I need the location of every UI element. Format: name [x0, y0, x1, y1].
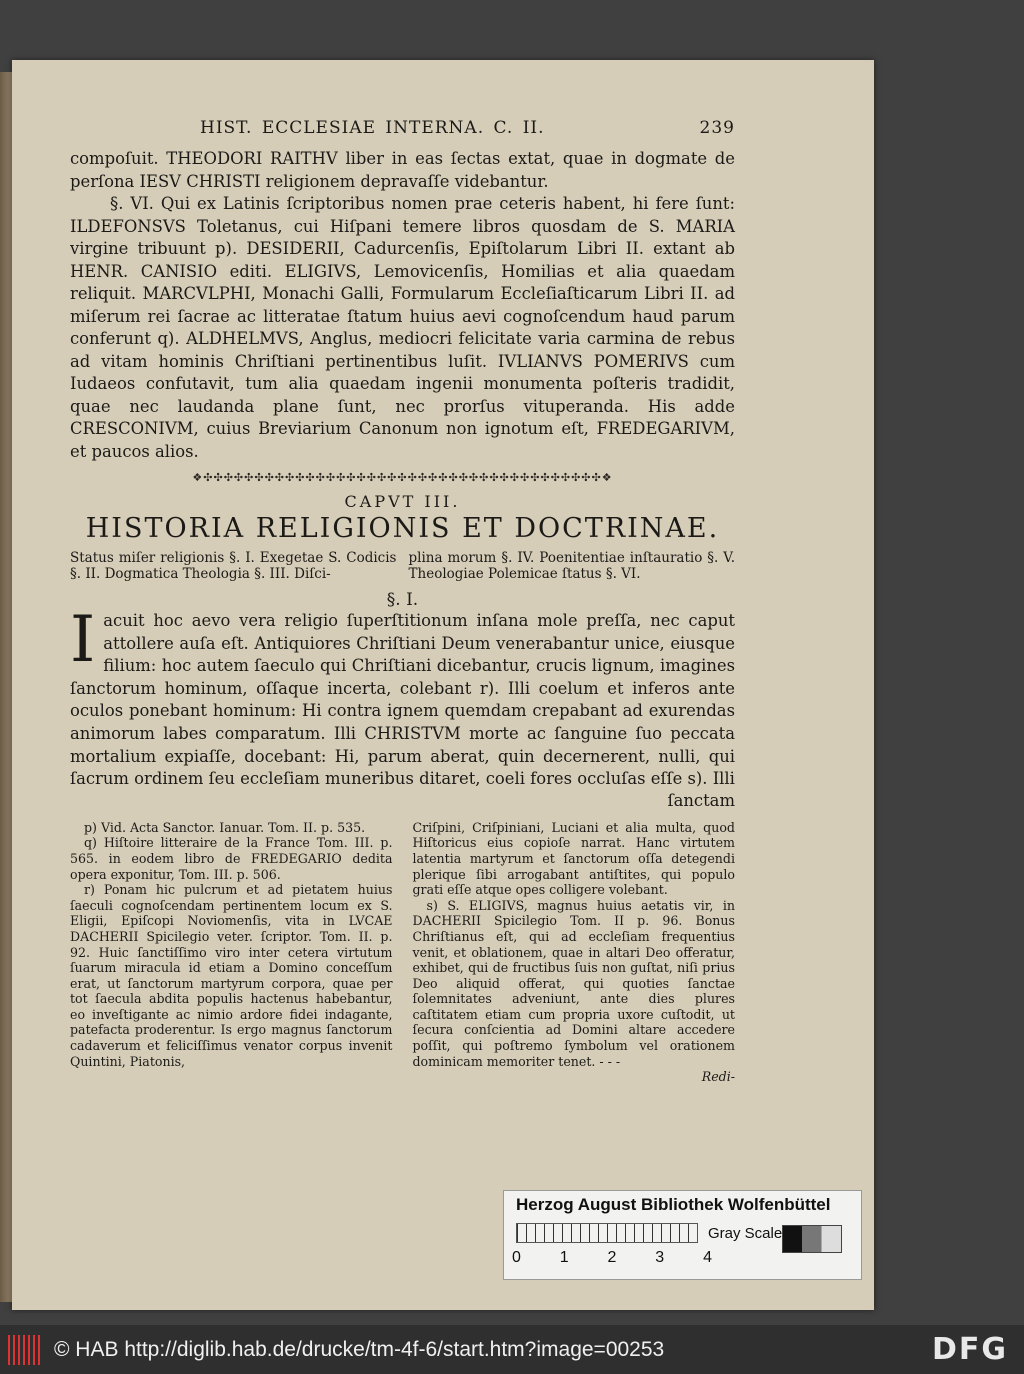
library-name: Herzog August Bibliothek Wolfenbüttel — [516, 1195, 831, 1214]
body-paragraph-2: §. VI. Qui ex Latinis ſcriptoribus nomen prae ceteris habent, hi fere ſunt: ILDEFONSVS Toletanus, cui Hiſpani temere libros quosdam de S. MARIA virgine tribuunt p). DESIDERII, Cadurcenſis, Epiſtolarum Libri II. extant ab HENR. CANISIO editi. ELIGIVS, Lemovicenſis, Homilias et alia quaedam reliquit. MARCVLPHI, Monachi Galli, Formularum Eccleſiaſticarum Libri II. ad miſerum rei ſacrae ac litteratae ſtatum huius aevi cognoſcendum haud parum conferunt q). ALDHELMVS, Anglus, mediocri felicitate varia carmina de rebus ad vitam hominis Chriſtiani pertinentibus luſit. IVLIANVS POMERIVS cum Iudaeos confutavit, tum alia quaedam ingenii monumenta poſteris tradidit, quae nec laudanda plane ſunt, nec prorſus vituperanda. His adde CRESCONIVM, cuius Breviarium Canonum non ignotum eſt, FREDEGARIVM, et paucos alios. — [70, 194, 735, 461]
barcode-logo-icon — [8, 1335, 42, 1365]
chapter-number: CAPVT III. — [344, 492, 461, 511]
footnote: p) Vid. Acta Sanctor. Ianuar. Tom. II. p. 535. — [84, 819, 366, 835]
running-head-title: HIST. ECCLESIAE INTERNA. C. II. — [200, 118, 545, 138]
footnote: Criſpini, Criſpiniani, Luciani et alia multa, quod Hiſtoricus eius copioſe narrat. Hanc virtutem latentia martyrum et ſanctorum oſſa detegendi plerique ſibi arrogabant antiſtites, qui populo grati eſſe atque opes colligere volebant. — [412, 819, 735, 898]
ruler-number: 3 — [655, 1249, 665, 1266]
footnotes-right-column — [413, 820, 736, 1085]
ruler-number: 2 — [607, 1249, 617, 1266]
body-paragraph-1: compoſuit. THEODORI RAITHV liber in eas ſectas extat, quae in dogmate de perſona IESV CHRISTI religionem depravaſſe videbantur. — [70, 149, 735, 191]
chapter-synopsis — [70, 550, 735, 582]
footnotes — [70, 820, 735, 1085]
ornament-rule: ❖✣✣✣✣✣✣✣✣✣✣✣✣✣✣✣✣✣✣✣✣✣✣✣✣✣✣✣✣✣✣✣✣✣✣✣✣✣✣✣❖ — [192, 471, 613, 484]
main-paragraph-text: acuit hoc aevo vera religio ſuperſtitionum inſana mole preſſa, nec caput attollere auſa eſt. Antiquiores Chriſtiani Deum venerabantur unice, eiusque filium: hoc autem ſaeculo qui Chriſtiani dicebantur, crucis lignum, imagines ſanctorum hominum, oſſaque incerta, colebant r). Illi coelum et inferos ante oculos ponebant hominum: Hi contra ignem quemdam crepabant ad exurendas animorum labes comparatum. Illi CHRISTVM morte ac ſanguine ſuo peccata mortalium expiaſſe, docebant: Hi, parum aberat, quin decernerent, nulli, qui ſacrum ordinem ſeu eccleſiam muneribus ditaret, coeli fores occluſas eſſe s). Illi — [70, 611, 735, 789]
synopsis-left: Status miſer religionis §. I. Exegetae S. Codicis §. II. Dogmatica Theologia §. III. Diſci- — [70, 550, 397, 582]
footnote: s) S. ELIGIVS, magnus huius aetatis vir, in DACHERII Spicilegio Tom. II p. 96. Bonus Chriſtianus eſt, qui ad eccleſiam frequentius venit, et oblationem, quae in altari Deo offeratur, exhibet, qui de fructibus ſuis non guſtat, niſi prius Deo aliquid offerat, qui quoties ſanctae ſolemnitates adveniunt, ante dies plures caſtitatem etiam cum propria uxore cuſtodit, ut ſecura conſcientia ad Domini altare accedere poſſit, qui poſtremo ſymbolum vel orationem dominicam memoriter tenet. - - - — [412, 897, 735, 1069]
synopsis-right: plina morum §. IV. Poenitentiae inſtauratio §. V. Theologiae Polemicae ſtatus §. VI. — [408, 550, 735, 582]
dfg-logo[interactable]: DFG — [931, 1332, 1008, 1367]
footnote-catchword: Redi- — [701, 1069, 735, 1085]
section-heading: §. I. — [386, 590, 419, 610]
footer-link[interactable]: © HAB http://diglib.hab.de/drucke/tm-4f-6/start.htm?image=00253 — [54, 1337, 665, 1361]
footnotes-left-column — [70, 820, 393, 1085]
color-calibration-card — [503, 1190, 862, 1280]
ruler-number: 0 — [512, 1249, 521, 1266]
body-text — [70, 148, 735, 463]
page-content — [70, 118, 735, 1085]
main-paragraph — [70, 603, 735, 791]
footer-bar — [0, 1325, 1024, 1374]
page-number: 239 — [699, 118, 735, 138]
footnote: r) Ponam hic pulcrum et ad pietatem huius ſaeculi cognoſcendam pertinentem locum ex S. Eligii, Epiſcopi Noviomenſis, vita in LVCAE DACHERII Spicilegio veter. ſcriptor. Tom. II. p. 92. Huic ſanctiſſimo viro inter cetera virtutum ſuarum miracula id etiam a Domino conceſſum erat, ut ſanctorum martyrum corpora, quae per tot ſaecula abdita populis hactenus habebantur, eo inveſtigante ac nimio ardore fidei indagante, patefacta proderentur. Is ergo magnus ſanctorum cadaverum et feliciſſimus venator corpus invenit Quintini, Piatonis, — [70, 882, 393, 1069]
ruler-numbers — [512, 1249, 712, 1267]
gray-scale-swatch — [782, 1225, 842, 1253]
catchword: ſanctam — [667, 790, 735, 810]
gray-scale-label: Gray Scale — [708, 1225, 783, 1242]
running-head — [70, 118, 735, 146]
book-page — [12, 60, 874, 1310]
ruler-number: 1 — [559, 1249, 569, 1266]
chapter-title: HISTORIA RELIGIONIS ET DOCTRINAE. — [85, 513, 720, 544]
drop-cap: I — [70, 603, 96, 677]
ruler-scale — [516, 1223, 698, 1243]
footnote: q) Hiſtoire litteraire de la France Tom. III. p. 565. in eodem libro de FREDEGARIO dedita opera exponitur, Tom. III. p. 506. — [70, 835, 393, 882]
ruler-number: 4 — [703, 1249, 712, 1266]
